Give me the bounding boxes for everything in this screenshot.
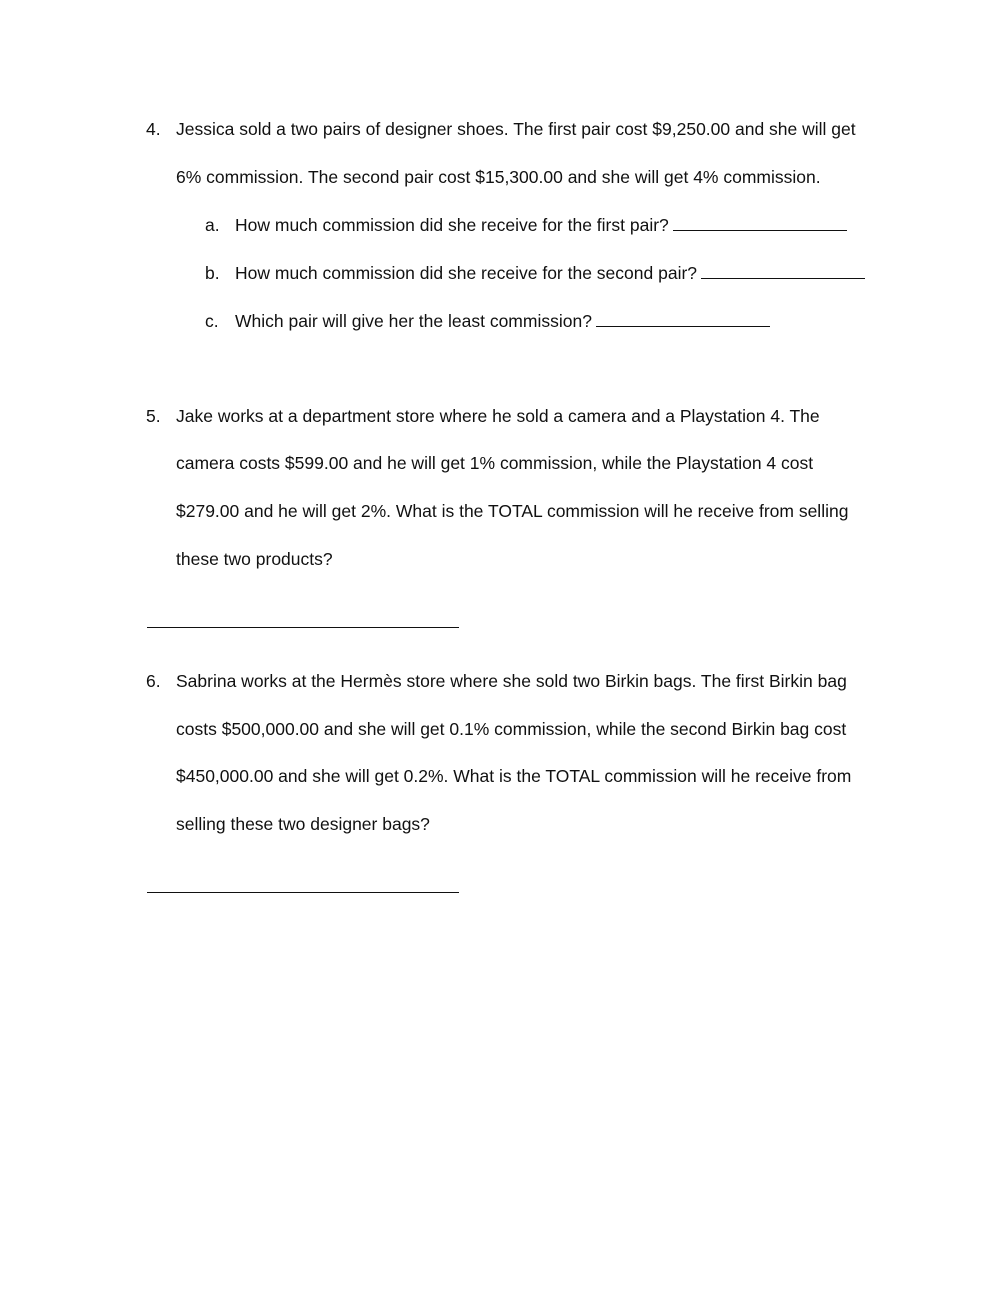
question-text-line: Jake works at a department store where he sold a camera and a Playstation 4. The: [176, 406, 820, 426]
question-text-line: camera costs $599.00 and he will get 1% commission, while the Playstation 4 cost: [176, 453, 814, 473]
question-text-line: Sabrina works at the Hermès store where she sold two Birkin bags. The first Birkin bag: [176, 671, 847, 691]
subquestion-text: How much commission did she receive for the first pair?: [235, 215, 669, 235]
question-number: 5.: [146, 406, 161, 426]
answer-blank[interactable]: [596, 311, 770, 327]
subquestion-letter: a.: [205, 215, 220, 235]
question-text-line: selling these two designer bags?: [176, 814, 430, 834]
subquestion-letter: b.: [205, 263, 220, 283]
answer-line[interactable]: [147, 627, 459, 628]
answer-line[interactable]: [147, 892, 459, 893]
subquestion-text: How much commission did she receive for the second pair?: [235, 263, 698, 283]
subquestion-text: Which pair will give her the least commission?: [235, 311, 592, 331]
subquestion-letter: c.: [205, 311, 219, 331]
question-text-line: $279.00 and he will get 2%. What is the TOTAL commission will he receive from selling: [176, 501, 849, 521]
question-text-line: these two products?: [176, 549, 333, 569]
answer-blank[interactable]: [673, 215, 847, 231]
question-text-line: $450,000.00 and she will get 0.2%. What is the TOTAL commission will he receive from: [176, 766, 852, 786]
question-number: 6.: [146, 671, 161, 691]
question-text-line: Jessica sold a two pairs of designer shoes. The first pair cost $9,250.00 and she will get: [176, 119, 856, 139]
question-number: 4.: [146, 119, 161, 139]
question-text-line: costs $500,000.00 and she will get 0.1% commission, while the second Birkin bag cost: [176, 719, 847, 739]
question-text-line: 6% commission. The second pair cost $15,300.00 and she will get 4% commission.: [176, 167, 821, 187]
answer-blank[interactable]: [701, 263, 865, 279]
